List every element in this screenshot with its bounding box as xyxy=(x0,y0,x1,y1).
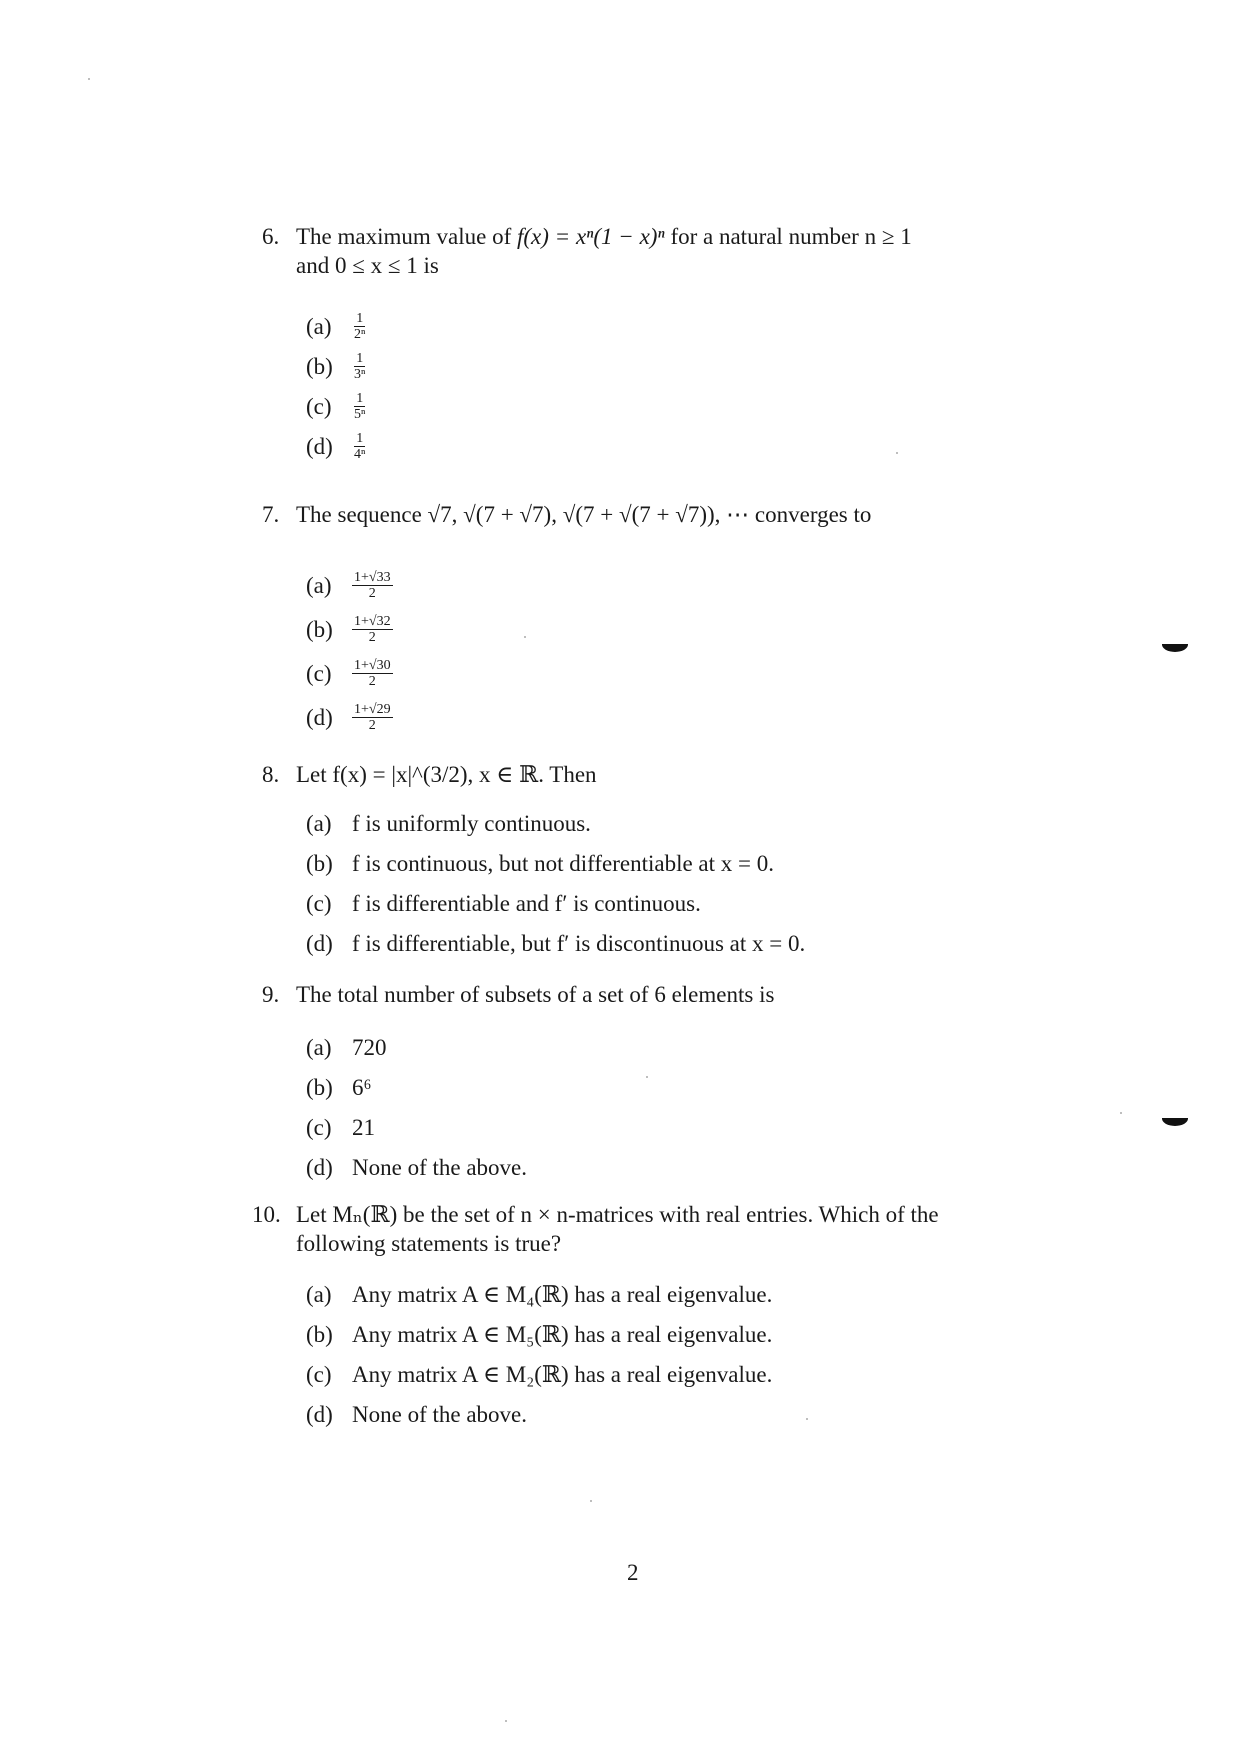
sequence-term-1: √7 xyxy=(427,502,452,527)
question-8 xyxy=(262,760,1062,963)
scan-speck xyxy=(590,1500,592,1502)
option-a[interactable]: (a) Any matrix A ∈ M₄(ℝ) has a real eigenvalue. xyxy=(306,1281,773,1307)
scan-speck xyxy=(646,1076,648,1078)
option-c[interactable]: (c) 21 xyxy=(306,1114,375,1140)
fraction: $\frac{1+√29}{2}$ xyxy=(354,701,391,733)
question-7 xyxy=(262,500,1062,739)
option-c[interactable]: (c) Any matrix A ∈ M₂(ℝ) has a real eigenvalue. xyxy=(306,1361,773,1387)
question-text: The total number of subsets of a set of 6 elements is xyxy=(296,982,775,1007)
fraction: $\frac{1}{\text{2ⁿ}}$ xyxy=(354,310,366,342)
binding-mark xyxy=(1162,644,1188,652)
option-b[interactable]: (b) Any matrix A ∈ M₅(ℝ) has a real eigenvalue. xyxy=(306,1321,773,1347)
fraction: $\frac{1+√32}{2}$ xyxy=(354,613,391,645)
option-b[interactable]: (b) f is continuous, but not differentiable at x = 0. xyxy=(306,850,774,876)
question-6 xyxy=(262,222,1062,466)
question-10 xyxy=(252,1200,1082,1434)
question-text: The maximum value of f(x) = xⁿ(1 − x)ⁿ for a natural number n ≥ 1 and 0 ≤ x ≤ 1 is xyxy=(296,224,912,278)
question-number: 9. xyxy=(262,982,280,1007)
fraction: $\frac{1}{\text{4ⁿ}}$ xyxy=(354,430,366,462)
option-d[interactable]: (d) $\frac{1}{\text{4ⁿ}}$ xyxy=(306,430,366,462)
question-number: 6. xyxy=(262,224,280,249)
scan-speck xyxy=(505,1720,507,1722)
option-b[interactable]: (b) $\frac{1}{\text{3ⁿ}}$ xyxy=(306,350,366,382)
page-number: 2 xyxy=(627,1560,639,1585)
fraction: $\frac{1}{\text{3ⁿ}}$ xyxy=(354,350,366,382)
options-list xyxy=(306,306,1062,466)
sequence-term-2: √(7 + √7) xyxy=(463,502,552,527)
option-c[interactable]: (c) f is differentiable and f′ is continuous. xyxy=(306,890,701,916)
fraction: $\frac{1+√33}{2}$ xyxy=(354,569,391,601)
option-a[interactable]: (a) 720 xyxy=(306,1034,387,1060)
option-d[interactable]: (d) f is differentiable, but f′ is discontinuous at x = 0. xyxy=(306,930,806,956)
scan-speck xyxy=(1120,1112,1122,1114)
option-c[interactable]: (c) $\frac{1+√30}{2}$ xyxy=(306,657,391,689)
scan-speck xyxy=(806,1418,808,1420)
question-number: 8. xyxy=(262,762,280,787)
question-9 xyxy=(262,980,1062,1187)
question-text: Let f(x) = |x|^(3/2), x ∈ ℝ. Then xyxy=(296,762,597,787)
options-list xyxy=(306,1274,1082,1434)
scan-speck xyxy=(88,78,90,80)
options-list xyxy=(306,563,1062,739)
option-b[interactable]: (b) $\frac{1+√32}{2}$ xyxy=(306,613,391,645)
option-b[interactable]: (b) 6⁶ xyxy=(306,1074,372,1100)
scan-speck xyxy=(896,452,898,454)
question-number: 10. xyxy=(252,1202,281,1227)
question-text: Let Mₙ(ℝ) be the set of n × n-matrices with real entries. Which of the following statements is true? xyxy=(296,1202,939,1256)
question-text: The sequence √7, √(7 + √7), √(7 + √(7 + √7)), ⋯ converges to xyxy=(296,502,872,527)
binding-mark xyxy=(1162,1118,1188,1126)
sequence-term-3: √(7 + √(7 + √7)) xyxy=(562,502,715,527)
options-list xyxy=(306,1027,1062,1187)
option-a[interactable]: (a) $\frac{1+√33}{2}$ xyxy=(306,569,391,601)
option-d[interactable]: (d) None of the above. xyxy=(306,1401,527,1427)
function-expression: f(x) = xⁿ(1 − x)ⁿ xyxy=(517,224,665,249)
fraction: $\frac{1+√30}{2}$ xyxy=(354,657,391,689)
option-d[interactable]: (d) None of the above. xyxy=(306,1154,527,1180)
question-number: 7. xyxy=(262,502,280,527)
fraction: $\frac{1}{\text{5ⁿ}}$ xyxy=(354,390,366,422)
option-a[interactable]: (a) f is uniformly continuous. xyxy=(306,810,591,836)
scan-speck xyxy=(524,636,526,638)
options-list xyxy=(306,803,1062,963)
option-c[interactable]: (c) $\frac{1}{\text{5ⁿ}}$ xyxy=(306,390,366,422)
option-d[interactable]: (d) $\frac{1+√29}{2}$ xyxy=(306,701,391,733)
option-a[interactable]: (a) $\frac{1}{\text{2ⁿ}}$ xyxy=(306,310,366,342)
